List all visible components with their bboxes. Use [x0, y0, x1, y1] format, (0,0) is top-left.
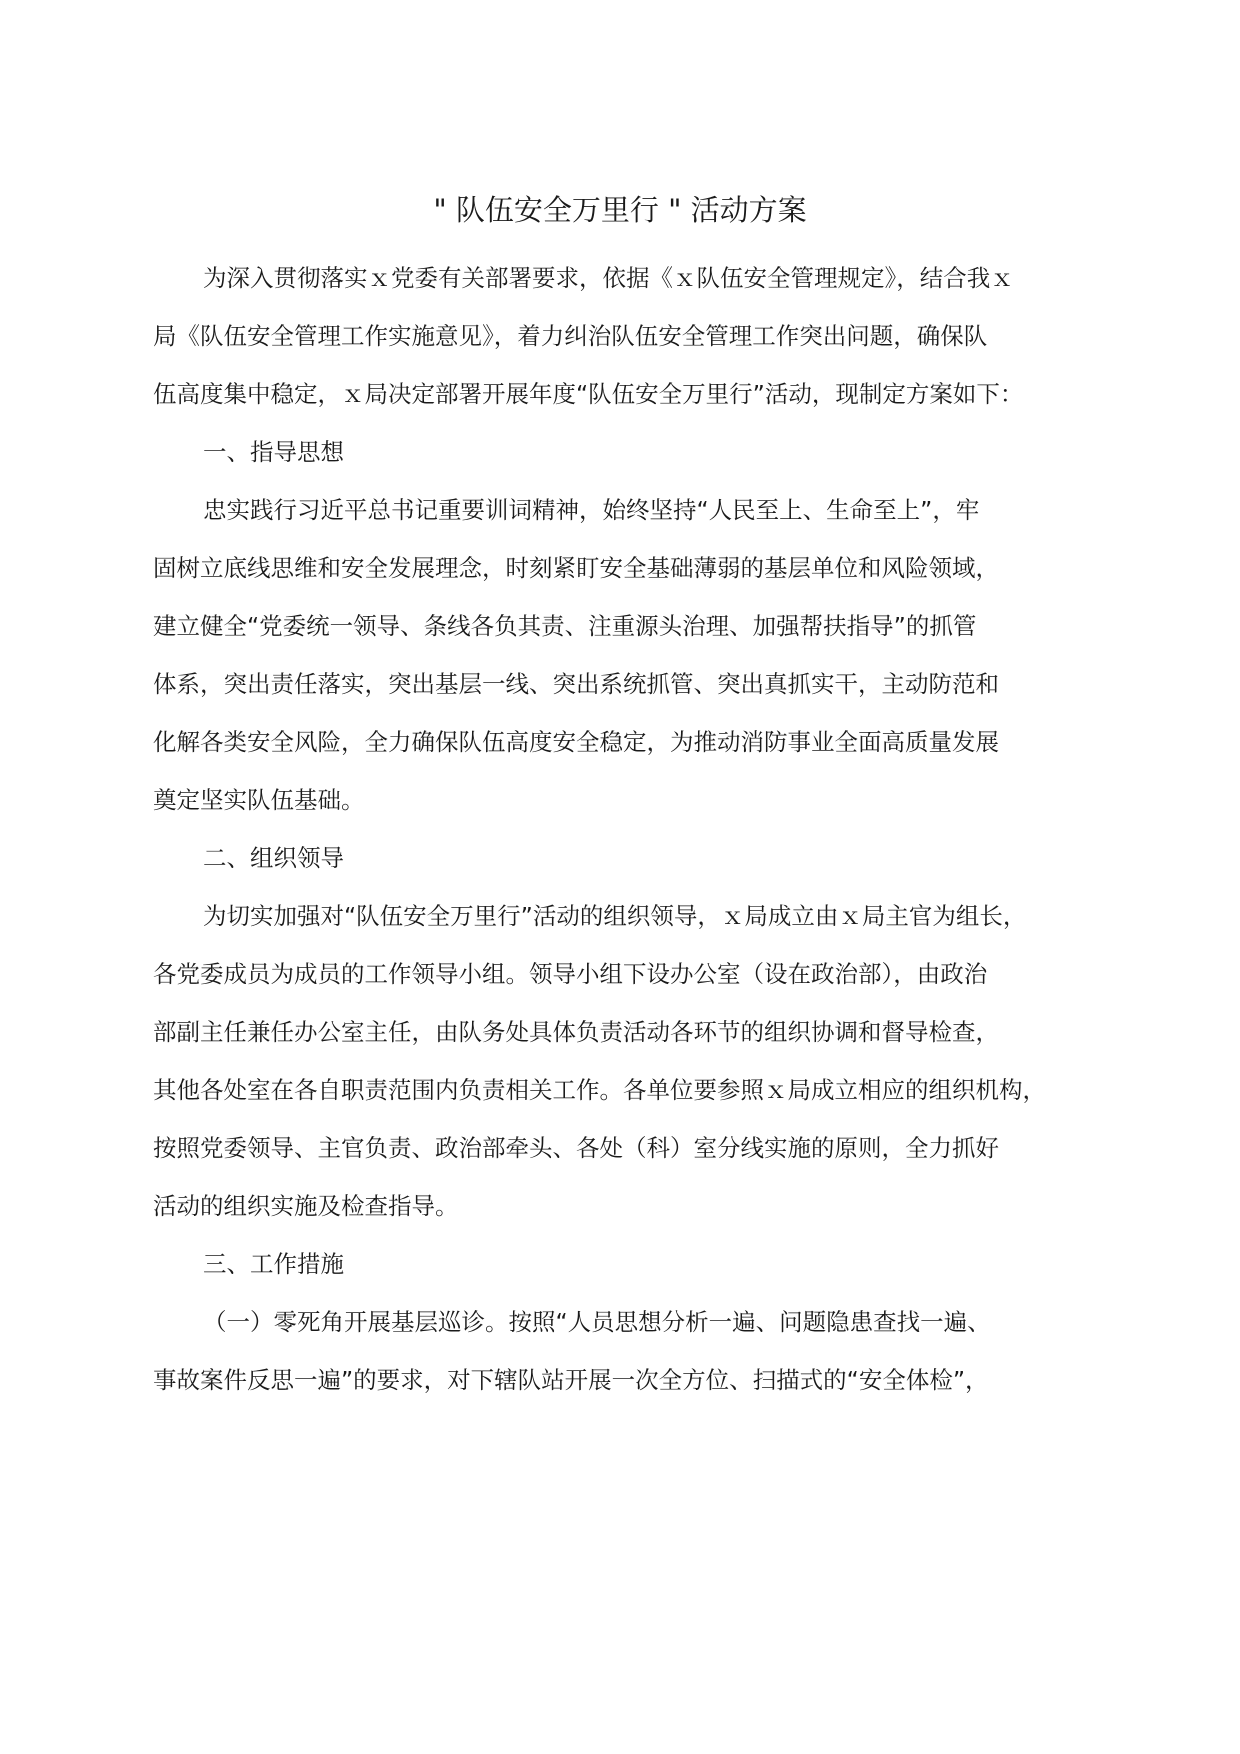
paragraph-line: 局《队伍安全管理工作实施意见》，着力纠治队伍安全管理工作突出问题，确保队: [153, 322, 988, 350]
section-heading: 一、指导思想: [203, 438, 344, 466]
paragraph-line: 奠定坚实队伍基础。: [153, 786, 365, 814]
paragraph-line: 其他各处室在各自职责范围内负责相关工作。各单位要参照ｘ局成立相应的组织机构，: [153, 1076, 1046, 1104]
paragraph-line: 建立健全“党委统一领导、条线各负其责、注重源头治理、加强帮扶指导”的抓管: [153, 612, 977, 640]
paragraph-line: 固树立底线思维和安全发展理念，时刻紧盯安全基础薄弱的基层单位和风险领域，: [153, 554, 999, 582]
section-heading: 三、工作措施: [203, 1250, 344, 1278]
document-title: " 队伍安全万里行 " 活动方案: [433, 193, 807, 227]
subsection-line: （一）零死角开展基层巡诊。按照“人员思想分析一遍、问题隐患查找一遍、: [203, 1308, 991, 1336]
paragraph-line: 各党委成员为成员的工作领导小组。领导小组下设办公室（设在政治部），由政治: [153, 960, 988, 988]
paragraph-line: 伍高度集中稳定，ｘ局决定部署开展年度“队伍安全万里行”活动，现制定方案如下：: [153, 380, 1024, 408]
paragraph-line: 部副主任兼任办公室主任，由队务处具体负责活动各环节的组织协调和督导检查，: [153, 1018, 999, 1046]
paragraph-line: 化解各类安全风险，全力确保队伍高度安全稳定，为推动消防事业全面高质量发展: [153, 728, 999, 756]
paragraph-line: 为切实加强对“队伍安全万里行”活动的组织领导，ｘ局成立由ｘ局主官为组长，: [203, 902, 1027, 930]
paragraph-line: 忠实践行习近平总书记重要训词精神，始终坚持“人民至上、生命至上”，牢: [203, 496, 980, 524]
section-heading: 二、组织领导: [203, 844, 344, 872]
paragraph-line: 体系，突出责任落实，突出基层一线、突出系统抓管、突出真抓实干，主动防范和: [153, 670, 999, 698]
paragraph-line: 事故案件反思一遍”的要求，对下辖队站开展一次全方位、扫描式的“安全体检”，: [153, 1366, 989, 1394]
paragraph-line: 按照党委领导、主官负责、政治部牵头、各处（科）室分线实施的原则，全力抓好: [153, 1134, 999, 1162]
paragraph-line: 为深入贯彻落实ｘ党委有关部署要求，依据《ｘ队伍安全管理规定》，结合我ｘ: [203, 264, 1014, 292]
paragraph-line: 活动的组织实施及检查指导。: [153, 1192, 459, 1220]
